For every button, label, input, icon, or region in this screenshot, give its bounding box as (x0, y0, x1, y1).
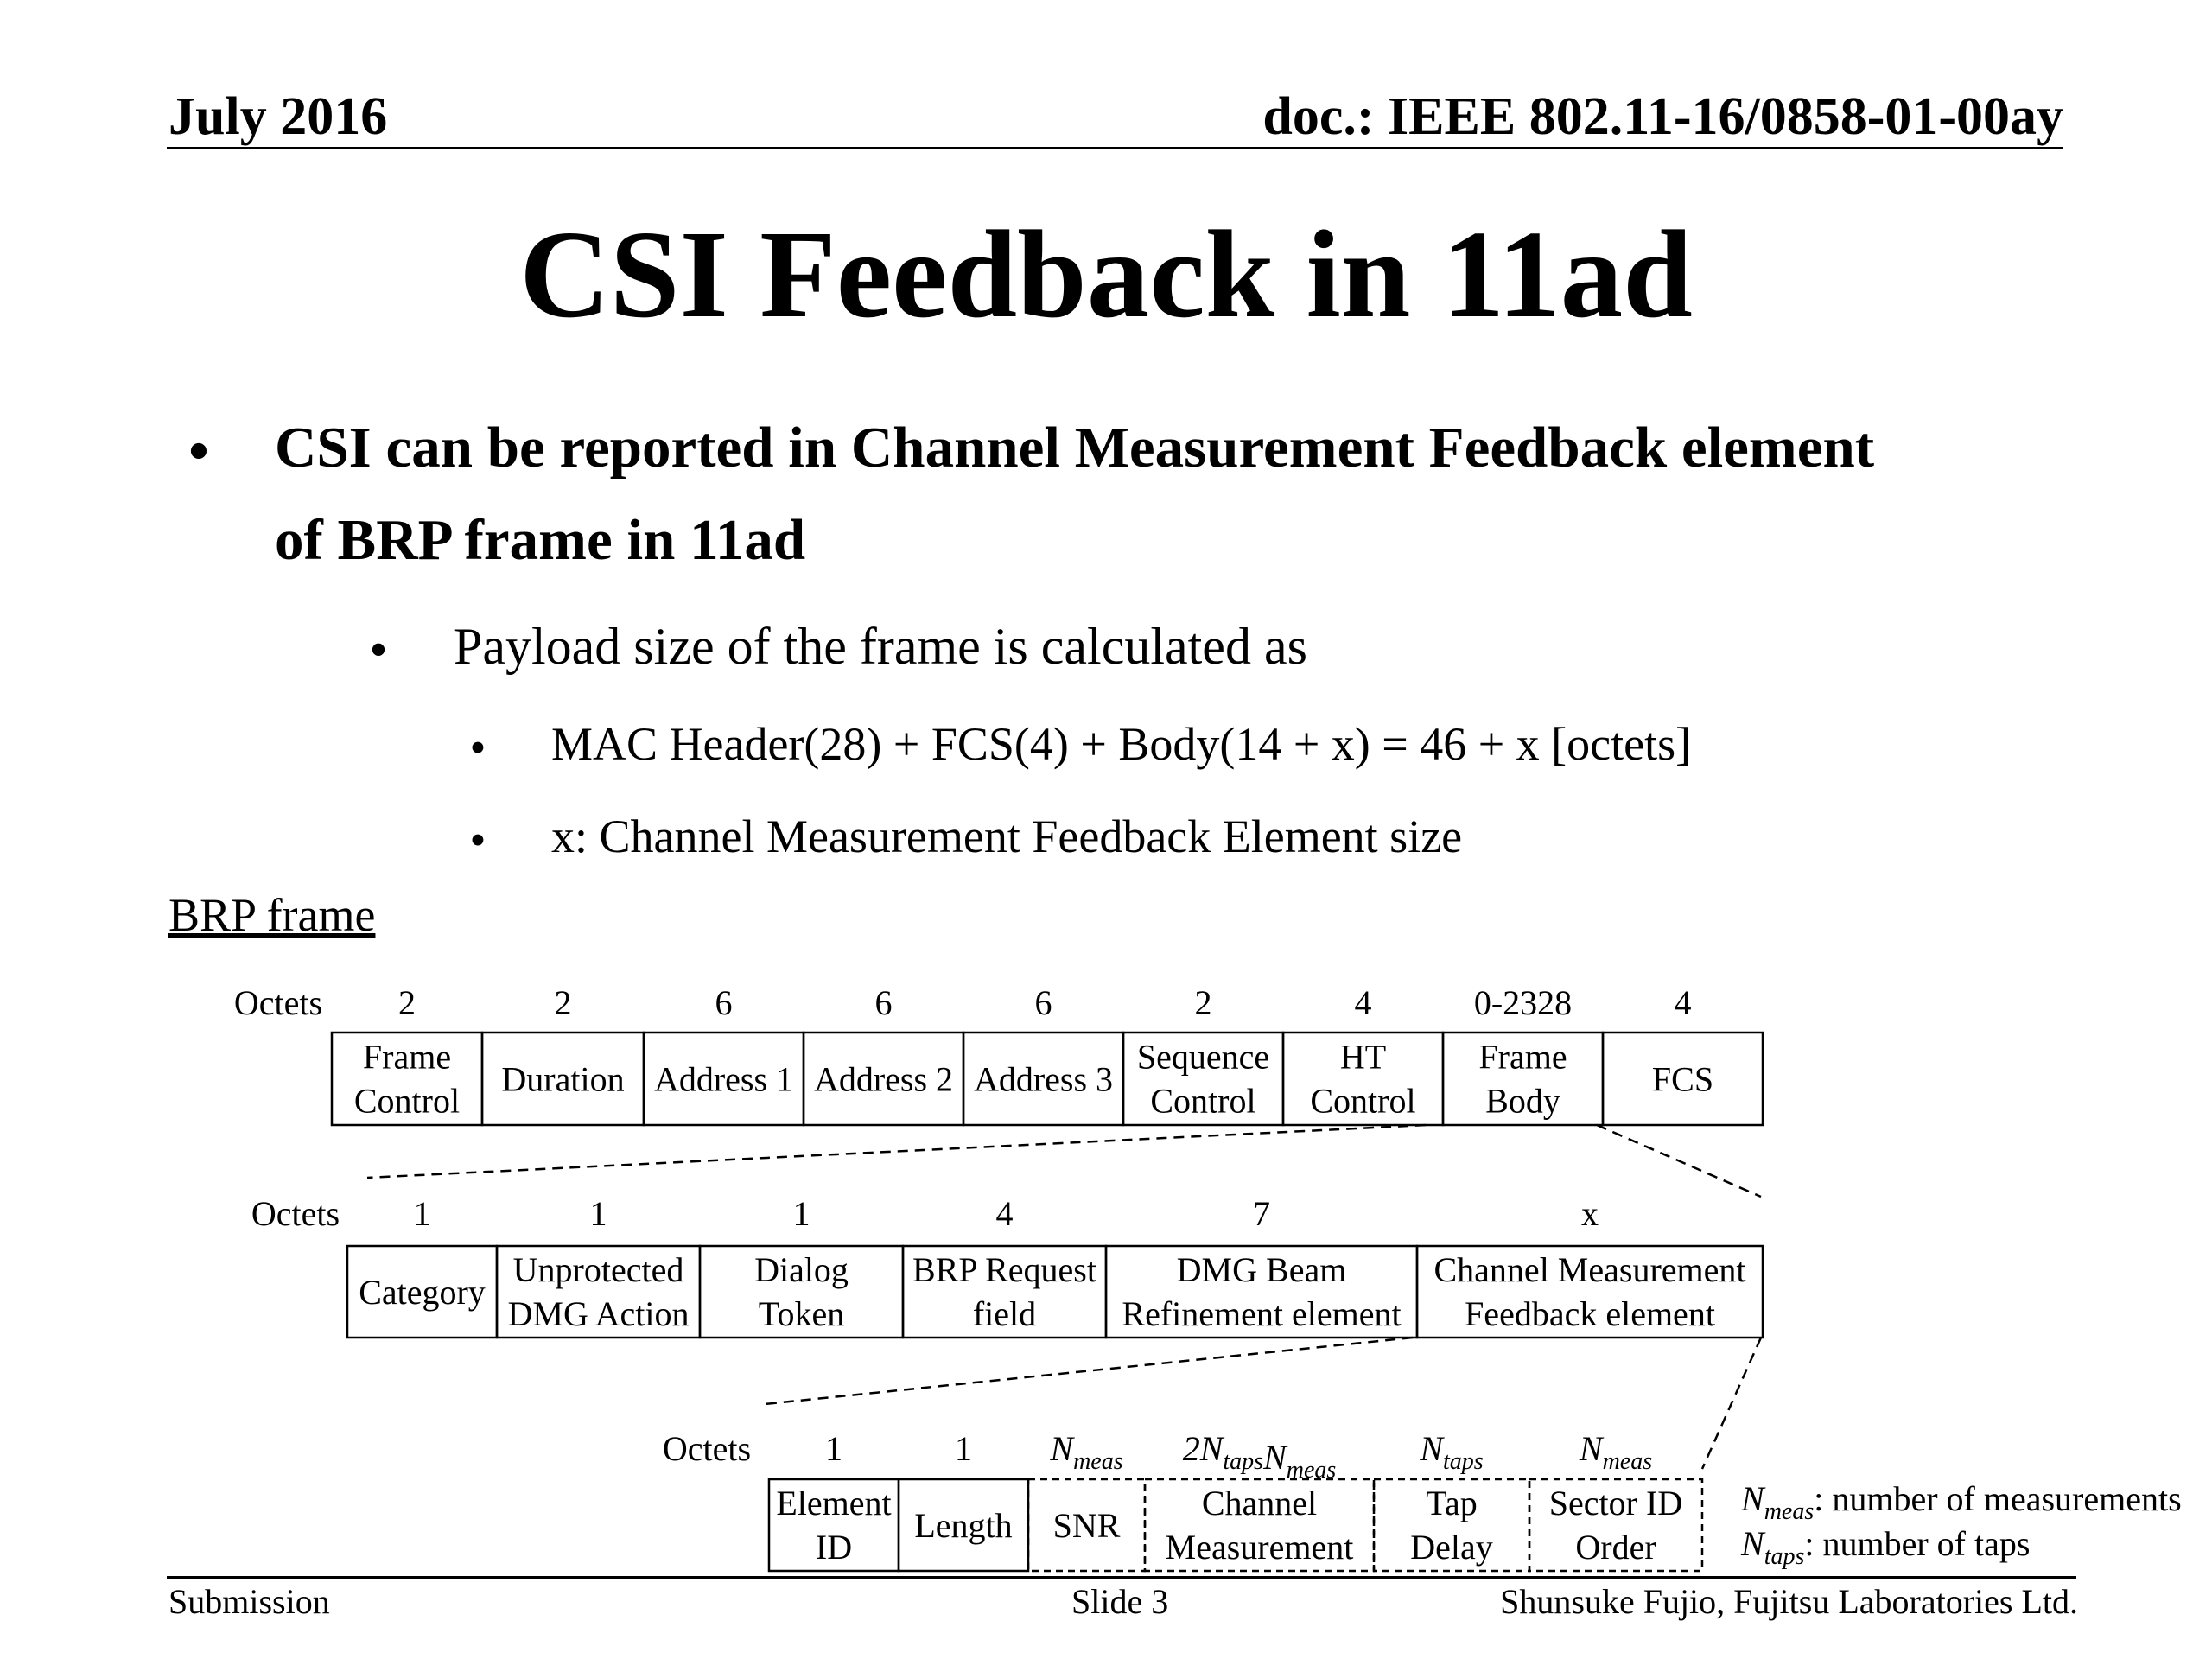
octet-symbol: N (1579, 1429, 1603, 1468)
octet-size: 6 (1034, 983, 1052, 1022)
field-label: Channel (1201, 1484, 1318, 1522)
octet-size: 4 (1354, 983, 1372, 1022)
field-label: HT (1339, 1037, 1387, 1077)
octet-symbol: N (1050, 1429, 1074, 1468)
field-label: ID (815, 1528, 853, 1567)
octet-subscript: taps (1223, 1448, 1264, 1475)
bullet-marker: • (369, 621, 388, 678)
field-label: Measurement (1165, 1528, 1354, 1567)
octet-size: 2 (398, 983, 416, 1022)
slide-title: CSI Feedback in 11ad (519, 206, 1693, 344)
footer-divider (167, 1576, 2076, 1579)
field-label: Control (1150, 1081, 1256, 1121)
header-doc-id: doc.: IEEE 802.11-16/0858-01-00ay (1262, 87, 2063, 146)
field-label: Element (776, 1484, 892, 1522)
octet-subscript: meas (1602, 1448, 1653, 1475)
octets-label: Octets (251, 1194, 340, 1233)
octet-size (1419, 1429, 1483, 1475)
field-frame-control (332, 1033, 482, 1125)
octet-size: 6 (874, 983, 893, 1022)
connector-line (367, 1125, 1426, 1178)
octet-size (1183, 1429, 1337, 1484)
field-fcs (1603, 1033, 1763, 1125)
connector-line (765, 1338, 1413, 1404)
field-label: Control (353, 1081, 461, 1121)
octet-symbol: N (1420, 1429, 1443, 1468)
field-dialog-token (700, 1246, 903, 1338)
field-label: Frame (1478, 1037, 1567, 1077)
field-channel-measurement (1145, 1479, 1374, 1571)
bullet-1-line-2: of BRP frame in 11ad (275, 508, 806, 572)
field-duration (482, 1033, 644, 1125)
field-sector-id-order (1529, 1479, 1702, 1571)
field-label: Address 3 (973, 1059, 1114, 1099)
field-label: DMG Beam (1176, 1250, 1347, 1289)
header-date: July 2016 (168, 87, 388, 146)
bullet-3: MAC Header(28) + FCS(4) + Body(14 + x) = 46 + x [octets] (551, 718, 1692, 770)
field-label: SNR (1052, 1506, 1121, 1545)
field-label: Delay (1410, 1528, 1493, 1567)
field-dmg-beam-refinement-element (1106, 1246, 1417, 1338)
octet-size: 4 (1674, 983, 1692, 1022)
field-label: Body (1485, 1081, 1560, 1121)
field-address-2 (804, 1033, 963, 1125)
octet-size: 4 (995, 1194, 1014, 1233)
field-address-1 (644, 1033, 804, 1125)
octet-size (1049, 1429, 1122, 1475)
octet-size: x (1581, 1194, 1599, 1233)
bullet-marker: • (469, 721, 486, 773)
field-length (899, 1479, 1028, 1571)
field-label: Tap (1426, 1484, 1478, 1522)
field-label: Sector ID (1548, 1484, 1683, 1522)
brp-frame-label: BRP frame (168, 889, 376, 941)
field-label: DMG Action (507, 1294, 690, 1333)
octet-size: 7 (1253, 1194, 1270, 1233)
field-label: Length (914, 1506, 1013, 1545)
field-label: Channel Measurement (1433, 1250, 1746, 1289)
footer-slide-number: Slide 3 (1071, 1582, 1169, 1621)
footer-submission: Submission (168, 1582, 330, 1621)
field-label: Control (1310, 1081, 1416, 1121)
field-ht-control (1283, 1033, 1443, 1125)
octet-size: 1 (955, 1429, 972, 1468)
octet-size: 6 (715, 983, 733, 1022)
field-label: BRP Request (912, 1250, 1096, 1289)
octet-subscript: meas (1073, 1448, 1123, 1475)
octet-size (1579, 1429, 1652, 1475)
octet-size: 2 (554, 983, 572, 1022)
legend-entry-meas: $N_{meas}$: number of measurements (1741, 1479, 2182, 1525)
field-element-id (769, 1479, 899, 1571)
connector-line (1702, 1338, 1761, 1469)
octet-subscript: meas (1286, 1457, 1337, 1484)
bullet-1-line-1: CSI can be reported in Channel Measurement Feedback element (275, 416, 1875, 480)
octet-size: 1 (413, 1194, 431, 1233)
field-label: Address 1 (653, 1059, 794, 1099)
field-label: Order (1575, 1528, 1656, 1567)
octets-label: Octets (233, 983, 323, 1022)
field-channel-measurement-feedback-element (1417, 1246, 1763, 1338)
octet-size: 1 (792, 1194, 810, 1233)
field-address-3 (963, 1033, 1123, 1125)
bullet-marker: • (469, 814, 486, 866)
field-label: FCS (1651, 1059, 1714, 1099)
octet-symbol: N (1263, 1438, 1287, 1477)
octet-symbol: 2N (1182, 1429, 1224, 1468)
field-label: Duration (501, 1059, 625, 1099)
field-category (347, 1246, 497, 1338)
field-label: Token (758, 1294, 845, 1333)
field-snr (1028, 1479, 1145, 1571)
octet-size: 2 (1194, 983, 1212, 1022)
bullet-marker: • (188, 419, 209, 483)
octet-size: 1 (825, 1429, 842, 1468)
field-label: Frame (362, 1037, 452, 1077)
field-label: Feedback element (1465, 1294, 1715, 1333)
field-sequence-control (1123, 1033, 1283, 1125)
field-unprotected-dmg-action (497, 1246, 700, 1338)
field-brp-request-field (903, 1246, 1106, 1338)
footer-author: Shunsuke Fujio, Fujitsu Laboratories Ltd. (1500, 1582, 2078, 1621)
field-label: Refinement element (1122, 1294, 1402, 1333)
octet-subscript: taps (1443, 1448, 1484, 1475)
field-label: Unprotected (512, 1250, 684, 1289)
octet-size: 1 (589, 1194, 607, 1233)
field-label: Category (359, 1273, 486, 1312)
bullet-4: x: Channel Measurement Feedback Element size (551, 810, 1463, 862)
octets-label: Octets (662, 1429, 752, 1468)
octet-size: 0-2328 (1473, 983, 1573, 1022)
field-label: Dialog (754, 1250, 849, 1289)
legend-entry-taps: $N_{taps}$: number of taps (1741, 1524, 2031, 1570)
field-label: field (972, 1294, 1037, 1333)
field-label: Address 2 (813, 1059, 954, 1099)
field-label: Sequence (1136, 1037, 1270, 1077)
field-frame-body (1443, 1033, 1603, 1125)
bullet-2: Payload size of the frame is calculated as (454, 618, 1307, 675)
field-tap-delay (1374, 1479, 1529, 1571)
connector-line (1597, 1125, 1761, 1197)
